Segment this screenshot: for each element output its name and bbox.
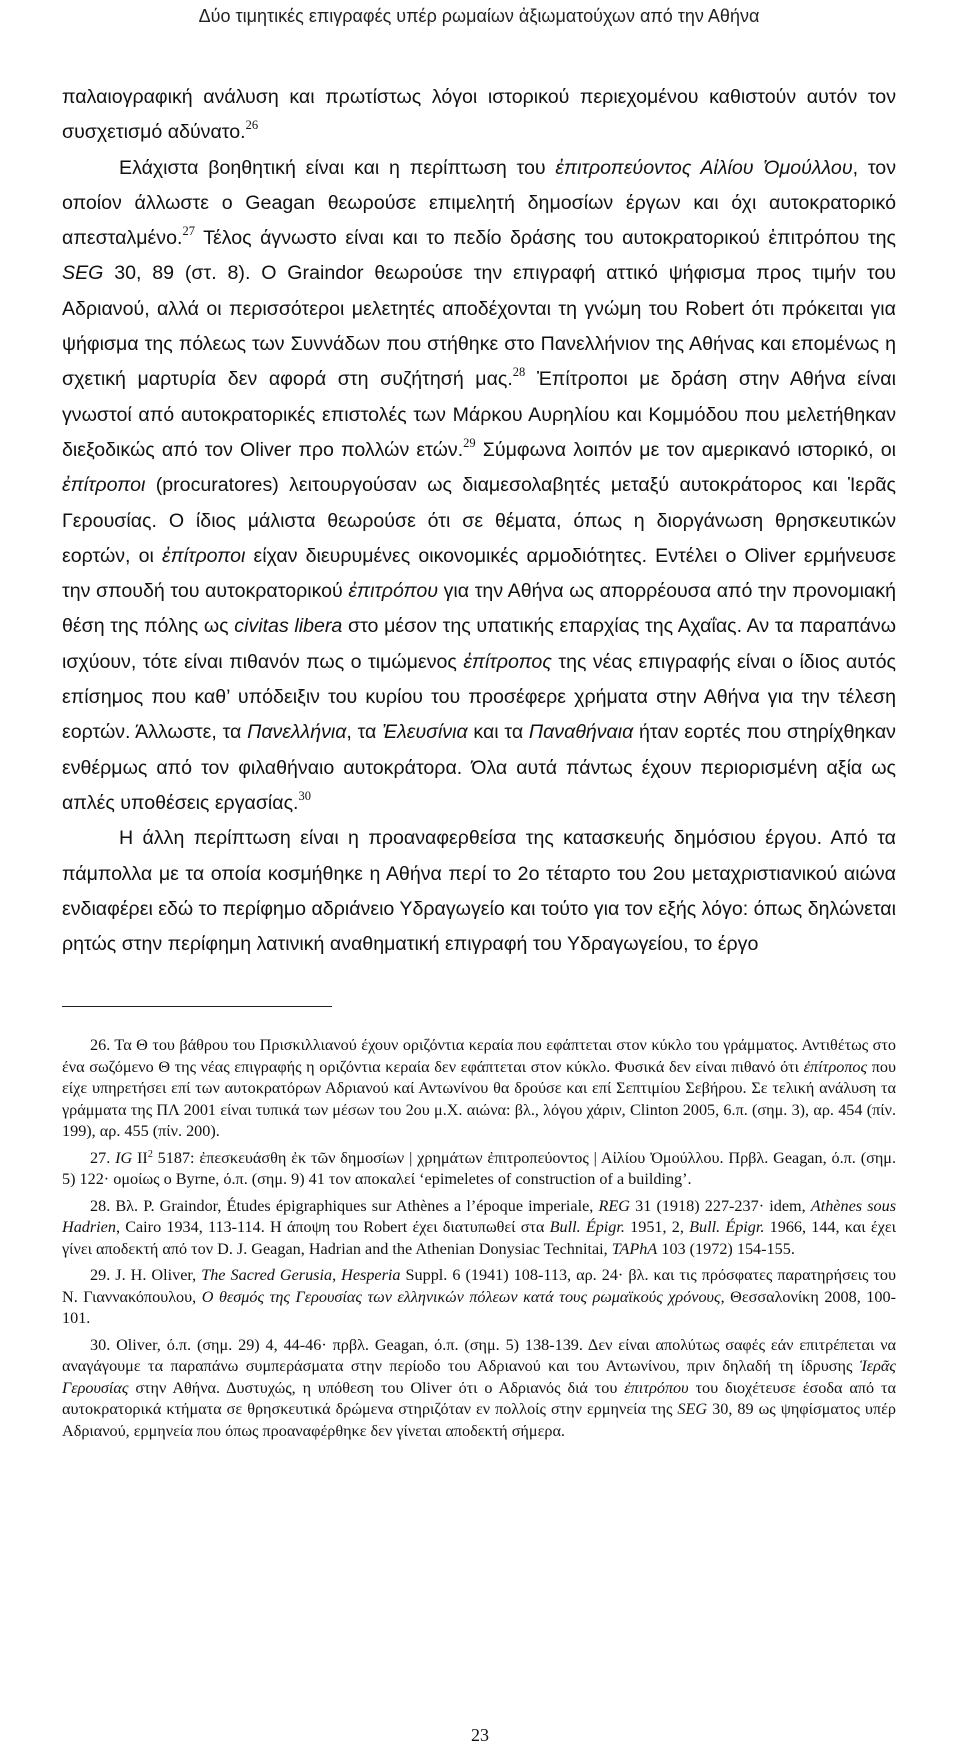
footnote-28 <box>62 1196 896 1261</box>
italic-run: IG <box>115 1148 133 1167</box>
text-run: 5187: ἐπεσκευάσθη ἐκ τῶν δημοσίων | χρημάτων ἐπιτροπεύοντος | Αἰλίου Ὀμούλλου. Πρβλ. Geagan, ό.π. (σημ. 5) 122· ομοίως ο Byrne, ό.π. (σημ. 9) 41 τον αποκαλεί ‘epimeletes of construction of a building’. <box>62 1148 897 1189</box>
text-run: 26. Τα Θ του βάθρου του Πρισκιλλιανού έχουν οριζόντια κεραία που εφάπτεται στον κύκλο του γράμματος. Αντιθέτως στο ένα σωζόμενο Θ της νέας επιγραφής η οριζόντια κεραία δεν εφάπτεται στον κύκλο. Φυσικά δεν είναι πιθανό ότι <box>62 1036 896 1076</box>
text-run: για την Αθήνα ως απορρέουσα από την προνομιακή θέση της πόλης ως <box>62 580 896 638</box>
footnotes <box>62 1035 896 1442</box>
italic-run: ἐπιτρόπου <box>348 580 439 603</box>
italic-run: Ἱερᾶς Γερουσίας <box>62 1357 896 1397</box>
italic-run: SEG <box>677 1400 708 1419</box>
text-run: 103 (1972) 154-155. <box>657 1239 795 1258</box>
text-run: 27. <box>90 1148 116 1167</box>
italic-run: ἐπιτρόπου <box>624 1378 689 1397</box>
text-run: , Cairo 1934, 113-114. Η άποψη του Robert έχει διατυπωθεί στα <box>115 1218 550 1237</box>
text-run: , τα <box>346 721 383 744</box>
text-run: 29. J. H. Oliver, <box>90 1266 202 1285</box>
text-run: του διοχέτευσε έσοδα από τα αυτοκρατορικά κτήματα σε θρησκευτικά δρώμενα στηριζόταν εν πολλοίς στην ερμηνεία της <box>62 1378 896 1419</box>
text-run: ήταν εορτές που στηρίχθηκαν ενθέρμως από τον φιλαθήναιο αυτοκράτορα. Όλα αυτά πάντως έχουν περιορισμένη αξία ως απλές υποθέσεις εργασίας. <box>62 721 896 814</box>
paragraph-3 <box>62 821 896 962</box>
italic-run: ἐπίτροπος <box>463 650 552 673</box>
text-run: II <box>132 1148 148 1167</box>
text-run: παλαιογραφική ανάλυση και πρωτίστως λόγοι ιστορικού περιεχομένου καθιστούν αυτόν τον συσχετισμό αδύνατο. <box>62 86 896 144</box>
text-run: στην Αθήνα. Δυστυχώς, η υπόθεση του Oliver ότι ο Αδριανός διά του <box>128 1378 625 1397</box>
text-run: Ἐπίτροποι με δράση στην Αθήνα είναι γνωστοί από αυτοκρατορικές επιστολές των Μάρκου Αυρηλίου και Κομμόδου που μελετήθηκαν διεξοδικώς από τον Oliver προ πολλών ετών. <box>62 368 896 461</box>
italic-run: Bull. Épigr. <box>549 1218 625 1237</box>
footnote-27 <box>62 1148 896 1191</box>
text-run: (procuratores) λειτουργούσαν ως διαμεσολαβητές μεταξύ αυτοκράτορος και Ἱερᾶς Γερουσίας. Ο ίδιος μάλιστα θεωρούσε ότι σε θέματα, όπως η διοργάνωση θρησκευτικών εορτών, οι <box>62 474 896 567</box>
footnote-ref-26[interactable]: 26 <box>245 118 259 133</box>
footnote-29 <box>62 1265 896 1330</box>
text-run: και τα <box>467 721 529 744</box>
footnote-ref-30[interactable]: 30 <box>298 788 311 803</box>
italic-run: Παναθήναια <box>528 721 634 744</box>
text-run: 30, 89 ως ψηφίσματος υπέρ Αδριανού, ερμηνεία που όπως προαναφέρθηκε δεν γίνεται αποδεκτή σήμερα. <box>62 1400 896 1440</box>
italic-run: ἐπίτροποι <box>62 474 146 497</box>
text-run: στο μέσον της υπατικής επαρχίας της Αχαΐας. Αν τα παραπάνω ισχύουν, τότε είναι πιθανόν πως ο τιμώμενος <box>62 615 896 673</box>
text-run: είχαν διευρυμένες οικονομικές αρμοδιότητες. Εντέλει ο Oliver ερμήνευσε την σπουδή του αυτοκρατορικού <box>62 544 897 603</box>
text-run: Σύμφωνα λοιπόν με τον αμερικανό ιστορικό, οι <box>475 438 896 461</box>
italic-run: SEG <box>62 262 104 285</box>
text-run: 31 (1918) 227-237· idem, <box>629 1196 811 1215</box>
text-run: Τέλος άγνωστο είναι και το πεδίο δράσης του αυτοκρατορικού ἐπιτρόπου της <box>194 227 896 250</box>
paragraph-1 <box>62 80 896 151</box>
page-number: 23 <box>471 1725 489 1745</box>
text-run: της νέας επιγραφής είναι ο ίδιος αυτός επίσημος που καθ’ υπόδειξιν του κυρίου του προσέφερε χρήματα στην Αθήνα για την τέλεση εορτών. Άλλωστε, τα <box>62 650 896 744</box>
text-run: 1951, 2, <box>624 1218 690 1237</box>
running-header: Δύο τιμητικές επιγραφές υπέρ ρωμαίων ἀξιωματούχων από την Αθήνα <box>198 6 760 26</box>
text-run: 1966, 144, και έχει γίνει αποδεκτή από τον D. J. Geagan, Hadrian and the Athenian Donysiac Technitai, <box>62 1218 896 1258</box>
text-run: Ελάχιστα βοηθητική είναι και η περίπτωση του <box>119 156 556 179</box>
italic-run: Ο θεσμός της Γερουσίας των ελληνικών πόλεων κατά τους ρωμαϊκούς χρόνους <box>201 1287 721 1306</box>
footnote-separator <box>62 1006 332 1007</box>
italic-run: REG <box>598 1196 630 1215</box>
italic-run: Ἐλευσίνια <box>382 721 468 744</box>
italic-run: ἐπιτροπεύοντος Αἰλίου Ὁμούλλου <box>555 156 853 179</box>
italic-run: ἐπίτροποι <box>162 544 246 567</box>
italic-run: TAPhA <box>611 1239 658 1258</box>
footnote-ref-28[interactable]: 28 <box>512 365 526 380</box>
footnote-30 <box>62 1335 896 1443</box>
text-run: 28. Βλ. P. Graindor, Études épigraphiques sur Athènes a l’époque imperiale, <box>90 1196 599 1215</box>
footnote-ref-29[interactable]: 29 <box>463 435 476 450</box>
italic-run: Πανελλήνια <box>247 721 347 744</box>
footnote-ref-27[interactable]: 27 <box>182 224 195 239</box>
footnote-26 <box>62 1035 896 1143</box>
text-run: , Θεσσαλονίκη 2008, 100-101. <box>62 1287 896 1328</box>
text-run: , τον οποίον άλλωστε ο Geagan θεωρούσε επιμελητή δημοσίων έργων και όχι αυτοκρατορικό απεσταλμένο. <box>62 156 896 250</box>
main-text <box>62 80 896 962</box>
italic-run: Athènes sous Hadrien <box>62 1196 897 1237</box>
text-run: 30, 89 (στ. 8). Ο Graindor θεωρούσε την επιγραφή αττικό ψήφισμα προς τιμήν του Αδριανού, αλλά οι περισσότεροι μελετητές αποδέχονται τη γνώμη του Robert ότι πρόκειται για ψήφισμα της πόλεως των Συννάδων που στήθηκε στο Πανελλήνιον της Αθήνας και επομένως η σχετική μαρτυρία δεν αφορά στη συζήτησή μας. <box>62 262 896 391</box>
italic-run: civitas libera <box>234 615 343 638</box>
text-run: Suppl. 6 (1941) 108-113, αρ. 24· βλ. και τις πρόσφατες παρατηρήσεις του Ν. Γιαννακόπουλου, <box>62 1266 896 1306</box>
italic-run: Bull. Épigr. <box>689 1218 765 1237</box>
text-run: που είχε υπηρετήσει επί των αυτοκρατόρων Αδριανού καί Αντωνίνου θα δρούσε και επί Σεπτιμίου Σεβήρου. Σε τελική ανάλυση τα γράμματα της ΠΛ 2001 είναι τυπικά των μέσων του 2ου μ.Χ. αιώνα: βλ., λόγου χάριν, Clinton 2005, 6.π. (σημ. 3), αρ. 454 (πίν. 199), αρ. 455 (πίν. 200). <box>62 1057 897 1141</box>
italic-run: ἐπίτροπος <box>803 1057 868 1076</box>
italic-run: The Sacred Gerusia <box>201 1266 333 1285</box>
text-run: 30. Oliver, ό.π. (σημ. 29) 4, 44-46· πρβλ. Geagan, ό.π. (σημ. 5) 138-139. Δεν είναι απολύτως σαφές εάν επιτρέπεται να αναγάγουμε τα παραπάνω συμπεράσματα στην περίοδο του Αδριανού και του Αντωνίνου, πριν δηλαδή τη ίδρυσης <box>62 1335 896 1376</box>
italic-run: Hesperia <box>341 1266 401 1285</box>
paragraph-2 <box>62 151 896 822</box>
superscript: 2 <box>147 1148 153 1160</box>
text-run: , <box>332 1266 342 1285</box>
text-run: Η άλλη περίπτωση είναι η προαναφερθείσα της κατασκευής δημόσιου έργου. Από τα πάμπολλα με τα οποία κοσμήθηκε η Αθήνα περί το 2ο τέταρτο του 2ου μεταχριστιανικού αιώνα ενδιαφέρει εδώ το περίφημο αδριάνειο Υδραγωγείο και τούτο για τον εξής λόγο: όπως δηλώνεται ρητώς στην περίφημη λατινική αναθηματική επιγραφή του Υδραγωγείου, το έργο <box>62 827 896 956</box>
